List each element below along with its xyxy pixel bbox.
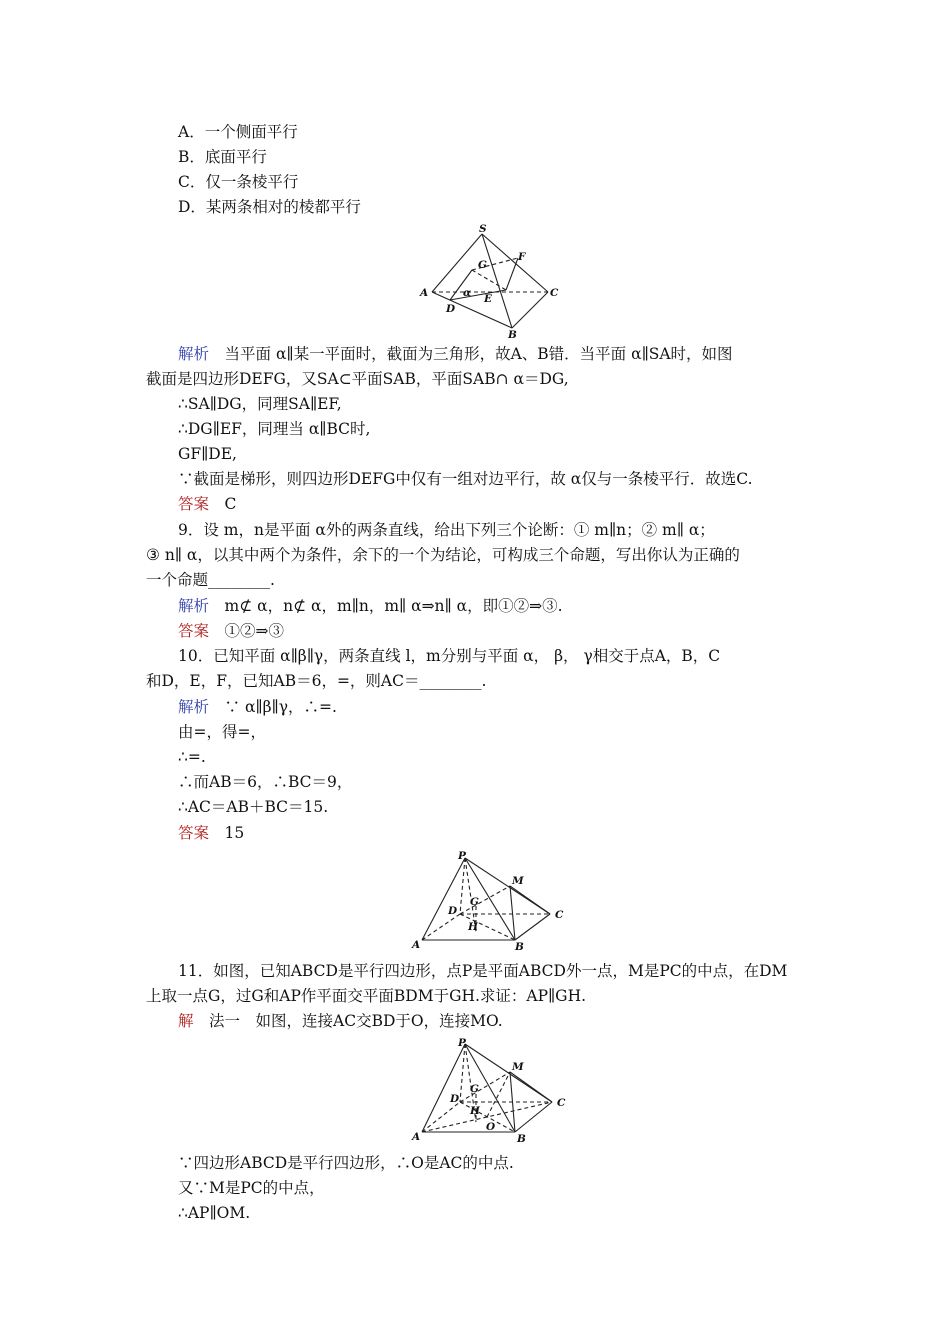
q11-solution: 解 法一 如图，连接AC交BD于O，连接MO. <box>178 1012 503 1030</box>
q11-line2: 上取一点G，过G和AP作平面交平面BDM于GH.求证：AP∥GH. <box>146 987 587 1005</box>
q10-step4: ∴而AB＝6，∴BC＝9， <box>178 773 353 791</box>
label-c: C <box>557 1097 566 1109</box>
label-h: H <box>470 1105 480 1117</box>
q8-solution-line2: 截面是四边形DEFG，又SA⊂平面SAB，平面SAB∩ α＝DG, <box>146 370 569 388</box>
option-c: C．仅一条棱平行 <box>178 173 299 191</box>
label-c: C <box>555 909 564 921</box>
label-s: S <box>479 223 487 235</box>
q9-line3: 一个命题________. <box>146 571 275 589</box>
q10-line1: 10．已知平面 α∥β∥γ，两条直线 l，m分别与平面 α， β， γ相交于点A，B，C <box>178 647 721 665</box>
pyramid-pabcd-figure <box>410 848 575 953</box>
q9-answer: 答案 ①②⇒③ <box>178 622 285 640</box>
label-c: C <box>550 287 559 299</box>
label-d: D <box>450 1093 460 1105</box>
q8-answer: 答案 C <box>178 495 237 513</box>
label-e: E <box>484 293 493 305</box>
q9-answer-tag: 答案 <box>178 622 210 640</box>
q11-step3: ∴AP∥OM. <box>178 1204 251 1222</box>
label-m: M <box>512 875 524 887</box>
label-p: P <box>458 1037 466 1049</box>
label-b: B <box>517 1133 526 1145</box>
label-b: B <box>515 941 524 953</box>
pyramid-pabcd-o-figure <box>410 1036 575 1148</box>
q11-step1: ∵四边形ABCD是平行四边形，∴O是AC的中点. <box>178 1154 514 1172</box>
q8-solution-line5: GF∥DE, <box>178 445 237 463</box>
q9-solution-tag: 解析 <box>178 597 210 615</box>
q8-solution-line6: ∵截面是梯形，则四边形DEFG中仅有一组对边平行，故 α仅与一条棱平行．故选C. <box>178 470 753 488</box>
q9-solution: 解析 m⊄ α，n⊄ α，m∥n，m∥ α⇒n∥ α，即①②⇒③. <box>178 597 563 615</box>
label-b: B <box>508 329 517 341</box>
q10-answer: 答案 15 <box>178 824 245 842</box>
q8-solution-tag: 解析 <box>178 345 210 363</box>
label-d: D <box>448 905 458 917</box>
pyramid-section-figure <box>410 222 570 342</box>
label-alpha: α <box>463 287 472 299</box>
q10-line2: 和D，E，F，已知AB＝6，=，则AC＝________. <box>146 672 487 690</box>
label-o: O <box>486 1121 496 1133</box>
q11-step2: 又∵M是PC的中点， <box>178 1179 325 1197</box>
option-b: B．底面平行 <box>178 148 267 166</box>
option-a: A．一个侧面平行 <box>178 123 298 141</box>
label-h: H <box>468 921 478 933</box>
option-d: D．某两条相对的棱都平行 <box>178 198 361 216</box>
label-f: F <box>518 251 526 263</box>
q9-line2: ③ n∥ α，以其中两个为条件，余下的一个为结论，可构成三个命题，写出你认为正确的 <box>146 546 740 564</box>
label-a: A <box>420 287 429 299</box>
label-a: A <box>412 1131 421 1143</box>
label-g: G <box>470 1083 479 1095</box>
q8-answer-tag: 答案 <box>178 495 210 513</box>
q10-step3: ∴=. <box>178 748 206 766</box>
q10-solution: 解析 ∵ α∥β∥γ，∴=. <box>178 698 337 716</box>
q8-solution-line1: 解析 当平面 α∥某一平面时，截面为三角形，故A、B错．当平面 α∥SA时，如图 <box>178 345 733 363</box>
q10-answer-tag: 答案 <box>178 824 210 842</box>
label-g: G <box>478 259 487 271</box>
q8-solution-line3: ∴SA∥DG，同理SA∥EF, <box>178 395 342 413</box>
q10-solution-tag: 解析 <box>178 698 210 716</box>
label-d: D <box>446 303 456 315</box>
label-g: G <box>470 896 479 908</box>
label-a: A <box>412 939 421 951</box>
q9-line1: 9．设 m，n是平面 α外的两条直线，给出下列三个论断：① m∥n；② m∥ α； <box>178 521 715 539</box>
q10-step2: 由=，得=， <box>178 723 266 741</box>
label-p: P <box>458 850 466 862</box>
label-m: M <box>512 1061 524 1073</box>
q10-step5: ∴AC＝AB＋BC＝15. <box>178 798 329 816</box>
q11-line1: 11．如图，已知ABCD是平行四边形，点P是平面ABCD外一点，M是PC的中点，在DM <box>178 962 788 980</box>
q8-solution-line4: ∴DG∥EF，同理当 α∥BC时, <box>178 420 371 438</box>
q11-solution-tag: 解 <box>178 1012 194 1030</box>
